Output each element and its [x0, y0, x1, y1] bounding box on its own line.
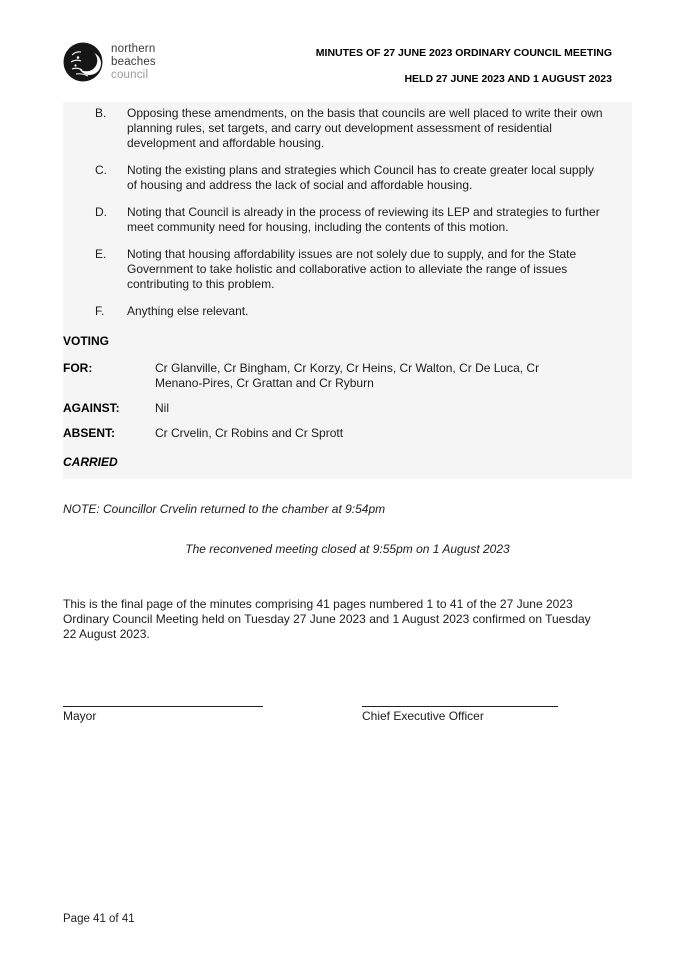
motion-item — [63, 106, 632, 151]
voting-result: CARRIED — [63, 455, 118, 469]
voting-row — [63, 426, 632, 441]
logo-word-beaches: beaches — [111, 55, 156, 68]
closing-statement: The reconvened meeting closed at 9:55pm on 1 August 2023 — [185, 542, 510, 556]
voting-row-value: Cr Crvelin, Cr Robins and Cr Sprott — [155, 426, 344, 440]
signature-block — [362, 706, 558, 724]
motion-item-letter: E. — [95, 247, 107, 261]
motion-item — [63, 247, 632, 292]
motion-item — [63, 205, 632, 235]
voting-row — [63, 401, 632, 416]
motion-item-letter: C. — [95, 163, 107, 177]
motion-item-letter: F. — [95, 304, 105, 318]
document-title — [316, 42, 612, 85]
page-footer: Page 41 of 41 — [63, 913, 135, 925]
motion-item — [63, 163, 632, 193]
motion-item-text: Anything else relevant. — [127, 304, 249, 318]
motion-and-voting-block — [63, 102, 632, 479]
logo-word-northern: northern — [111, 42, 156, 55]
signature-block — [63, 706, 263, 724]
motion-item-letter: D. — [95, 205, 107, 219]
motion-item-text: Opposing these amendments, on the basis that councils are well placed to write their own planning rules, set targets, and carry out development assessment of residential development and affordable housing. — [127, 106, 603, 150]
document-content — [63, 102, 632, 724]
motion-item-text: Noting that Council is already in the process of reviewing its LEP and strategies to further meet community need for housing, including the contents of this motion. — [127, 205, 600, 234]
page-header — [0, 0, 675, 85]
voting-rows — [63, 361, 632, 441]
logo-word-council: council — [111, 68, 149, 81]
signature-title: Mayor — [63, 709, 97, 723]
council-logo-icon — [63, 42, 103, 82]
council-logo — [63, 42, 156, 82]
motion-item-text: Noting the existing plans and strategies which Council has to create greater local supply of housing and address the lack of social and affordable housing. — [127, 163, 594, 192]
document-title-line2: HELD 27 JUNE 2023 AND 1 AUGUST 2023 — [404, 73, 612, 85]
final-page-statement: This is the final page of the minutes comprising 41 pages numbered 1 to 41 of the 27 June 2023 Ordinary Council Meeting held on Tuesday 27 June 2023 and 1 August 2023 confirmed on Tuesday 22 August 2023. — [63, 597, 591, 641]
motion-item — [63, 304, 632, 319]
signature-section — [63, 706, 632, 724]
document-title-line1: MINUTES OF 27 JUNE 2023 ORDINARY COUNCIL MEETING — [315, 47, 612, 59]
signature-title: Chief Executive Officer — [362, 709, 484, 723]
council-logo-text — [111, 43, 156, 82]
note-line: NOTE: Councillor Crvelin returned to the chamber at 9:54pm — [63, 502, 386, 516]
voting-row — [63, 361, 632, 391]
voting-row-label: FOR: — [63, 361, 93, 375]
motion-item-list — [63, 106, 632, 319]
voting-row-label: ABSENT: — [63, 426, 116, 440]
voting-section — [63, 334, 632, 470]
motion-item-letter: B. — [95, 106, 107, 120]
voting-row-label: AGAINST: — [63, 401, 120, 415]
motion-item-text: Noting that housing affordability issues are not solely due to supply, and for the State Government to take holistic and collaborative action to alleviate the range of issues contributing to this problem. — [127, 247, 577, 291]
voting-row-value: Nil — [155, 401, 169, 415]
voting-row-value: Cr Glanville, Cr Bingham, Cr Korzy, Cr Heins, Cr Walton, Cr De Luca, Cr Menano-Pires, Cr Grattan and Cr Ryburn — [155, 361, 540, 390]
voting-heading: VOTING — [63, 334, 110, 348]
